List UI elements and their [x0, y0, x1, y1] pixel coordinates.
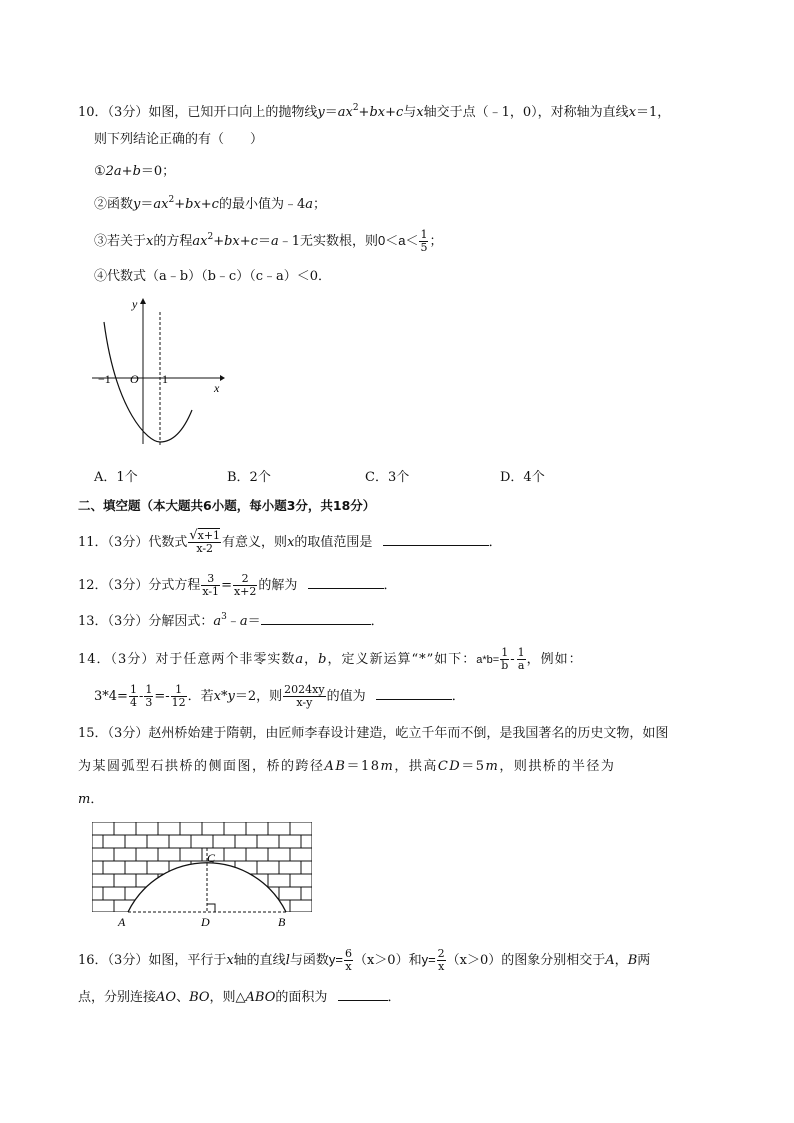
q10-statement-4: ④代数式（a﹣b）（b﹣c）（c﹣a）＜0．: [94, 269, 331, 284]
arch-bridge-figure: [92, 818, 316, 930]
q10-statement-1: ①2a+b＝0；: [94, 164, 176, 179]
label-b: B: [278, 915, 286, 929]
q11-fraction: $\frac{√x+1}{x-2}$: [189, 528, 221, 555]
label-c: C: [207, 851, 216, 865]
brick-wall: [92, 822, 312, 912]
graph-one-label: 1: [162, 372, 168, 386]
q12: 12．（3分）分式方程 $\frac{3}{x-1}$ = $\frac{2}{x+2}$ 的解为 ．: [78, 572, 397, 598]
y-axis-arrow: [140, 298, 146, 304]
q13-answer-blank[interactable]: [261, 612, 371, 625]
q14-ex-fraction-2: $\frac{1}{3}$: [145, 683, 153, 709]
q14-fraction-1a: $\frac{1}{a}$: [517, 646, 525, 672]
q14-line-2: 3*4= $\frac{1}{4}$ - $\frac{1}{3}$ =- $\frac{1}{12}$ ．若x*y＝2，则 $\frac{2024xy}{x-y}$ 的值为 ．: [94, 683, 465, 709]
q10-line-1: 10．（3分）如图，已知开口向上的抛物线$y=ax^2+bx+c$与x轴交于点（﹣1，0），对称轴为直线x＝1，: [78, 103, 671, 120]
q12-answer-blank[interactable]: [308, 576, 384, 589]
q14-ex-fraction-3: $\frac{1}{12}$: [171, 683, 186, 709]
q16-fraction-2x: $\frac{2}{x}$: [437, 947, 445, 973]
q10-option-b: B．2个: [227, 470, 271, 485]
graph-neg1-label: −1: [98, 372, 111, 386]
q10-option-a: A．1个: [94, 470, 138, 485]
parabola-curve: [104, 322, 192, 442]
q15-line-2: 为某圆弧型石拱桥的侧面图，桥的跨径AB＝18m，拱高CD＝5m，则拱桥的半径为: [78, 759, 616, 774]
q12-fraction-left: $\frac{3}{x-1}$: [202, 572, 220, 598]
q15-line-1: 15．（3分）赵州桥始建于隋朝，由匠师李春设计建造，屹立千年而不倒，是我国著名的历史文物，如图: [78, 726, 669, 741]
q14-fraction-1b: $\frac{1}{b}$: [501, 646, 509, 672]
q11: 11．（3分）代数式 $\frac{√x+1}{x-2}$ 有意义，则x的取值范围是 ．: [78, 528, 502, 555]
q14-ex-fraction-1: $\frac{1}{4}$: [129, 683, 137, 709]
graph-origin-label: O: [130, 372, 139, 386]
label-d: D: [201, 915, 210, 929]
right-angle-mark: [207, 904, 215, 912]
q12-fraction-right: $\frac{2}{x+2}$: [233, 572, 257, 598]
q15-line-3: m．: [78, 792, 104, 807]
q16-answer-blank[interactable]: [338, 988, 388, 1001]
parabola-graph: [88, 292, 228, 452]
fraction-one-fifth: $\frac{1}{5}$: [420, 228, 428, 254]
q14-answer-blank[interactable]: [376, 687, 452, 700]
q16-line-1: 16．（3分）如图，平行于x轴的直线l与函数y= $\frac{6}{x}$ （x＞0）和y= $\frac{2}{x}$ （x＞0）的图象分别相交于A，B两: [78, 947, 651, 973]
q14-line-1: 14．（3分）对于任意两个非零实数a，b，定义新运算“*”如下：a*b= $\frac{1}{b}$ - $\frac{1}{a}$ ，例如：: [78, 646, 583, 672]
q10-option-c: C．3个: [365, 470, 410, 485]
q10-statement-3: ③若关于x的方程$ax^2+bx+c=a﹣1$无实数根，则0＜a＜ $\frac{1}{5}$ ；: [94, 228, 443, 254]
q10-option-d: D．4个: [500, 470, 545, 485]
q10-line-2: 则下列结论正确的有（ ）: [94, 132, 264, 147]
section-2-heading: 二、填空题（本大题共6小题，每小题3分，共18分）: [78, 498, 376, 513]
q13: 13．（3分）分解因式：$a^3﹣a=$ ．: [78, 612, 384, 629]
label-a: A: [118, 915, 126, 929]
q11-answer-blank[interactable]: [383, 533, 489, 546]
q16-line-2: 点，分别连接AO、BO，则△ABO的面积为 ．: [78, 990, 401, 1005]
graph-y-label: y: [132, 297, 138, 311]
q16-fraction-6x: $\frac{6}{x}$: [344, 947, 352, 973]
q14-target-fraction: $\frac{2024xy}{x-y}$: [284, 683, 325, 709]
q10-statement-2: ②函数$y=ax^2+bx+c$的最小值为﹣4a；: [94, 195, 327, 212]
x-axis-arrow: [220, 375, 225, 381]
graph-x-label: x: [214, 381, 220, 395]
